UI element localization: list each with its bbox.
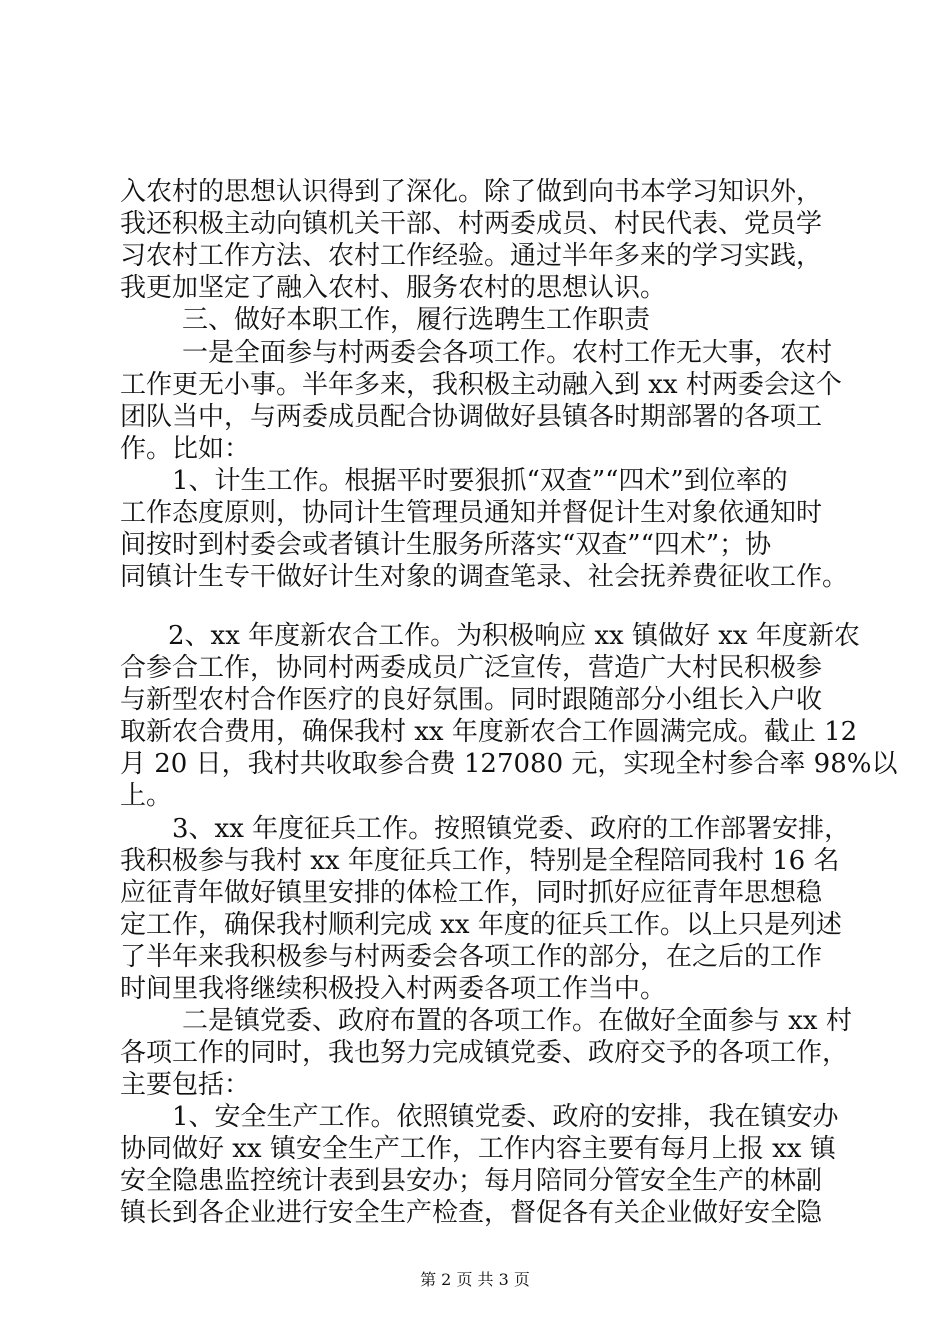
text-line: 时间里我将继续积极投入村两委各项工作当中。 (120, 974, 667, 1004)
text-line: 合参合工作，协同村两委成员广泛宣传，营造广大村民积极参 (120, 653, 823, 683)
text-line: 入农村的思想认识得到了深化。除了做到向书本学习知识外， (120, 177, 823, 207)
text-line: 工作更无小事。半年多来，我积极主动融入到 xx 村两委会这个 (120, 370, 842, 400)
text-line: 与新型农村合作医疗的良好氛围。同时跟随部分小组长入户收 (120, 685, 823, 715)
text-line: 了半年来我积极参与村两委会各项工作的部分，在之后的工作 (120, 942, 823, 972)
text-line: 我积极参与我村 xx 年度征兵工作，特别是全程陪同我村 16 名 (120, 846, 840, 876)
text-line: 月 20 日，我村共收取参合费 127080 元，实现全村参合率 98%以 (120, 749, 898, 779)
text-line: 工作态度原则，协同计生管理员通知并督促计生对象依通知时 (120, 498, 823, 528)
text-line: 3、xx 年度征兵工作。按照镇党委、政府的工作部署安排， (172, 814, 851, 844)
text-line: 应征青年做好镇里安排的体检工作，同时抓好应征青年思想稳 (120, 878, 823, 908)
text-line: 镇长到各企业进行安全生产检查，督促各有关企业做好安全隐 (120, 1198, 823, 1228)
text-line: 二是镇党委、政府布置的各项工作。在做好全面参与 xx 村 (182, 1006, 852, 1036)
text-line: 取新农合费用，确保我村 xx 年度新农合工作圆满完成。截止 12 (120, 717, 858, 747)
text-line: 2、xx 年度新农合工作。为积极响应 xx 镇做好 xx 年度新农 (168, 621, 860, 651)
text-line: 1、安全生产工作。依照镇党委、政府的安排，我在镇安办 (172, 1102, 839, 1132)
text-line: 1、计生工作。根据平时要狠抓“双查”“四术”到位率的 (172, 466, 788, 496)
text-line: 间按时到村委会或者镇计生服务所落实“双查”“四术”；协 (120, 530, 772, 560)
text-line: 安全隐患监控统计表到县安办；每月陪同分管安全生产的林副 (120, 1166, 823, 1196)
text-line: 各项工作的同时，我也努力完成镇党委、政府交予的各项工作， (120, 1038, 849, 1068)
text-line: 协同做好 xx 镇安全生产工作，工作内容主要有每月上报 xx 镇 (120, 1134, 836, 1164)
text-line: 同镇计生专干做好计生对象的调查笔录、社会抚养费征收工作。 (120, 562, 849, 592)
text-line: 作。比如： (120, 434, 251, 464)
text-line: 一是全面参与村两委会各项工作。农村工作无大事，农村 (182, 338, 833, 368)
text-line: 我还积极主动向镇机关干部、村两委成员、村民代表、党员学 (120, 209, 823, 239)
page-footer: 第 2 页 共 3 页 (420, 1270, 530, 1289)
text-line: 定工作，确保我村顺利完成 xx 年度的征兵工作。以上只是列述 (120, 910, 842, 940)
text-line: 我更加坚定了融入农村、服务农村的思想认识。 (120, 273, 667, 303)
text-line: 上。 (120, 781, 173, 811)
text-line: 习农村工作方法、农村工作经验。通过半年多来的学习实践， (120, 241, 823, 271)
text-line: 团队当中，与两委成员配合协调做好县镇各时期部署的各项工 (120, 402, 823, 432)
section-heading: 三、做好本职工作，履行选聘生工作职责 (182, 305, 651, 335)
text-line: 主要包括： (120, 1070, 251, 1100)
